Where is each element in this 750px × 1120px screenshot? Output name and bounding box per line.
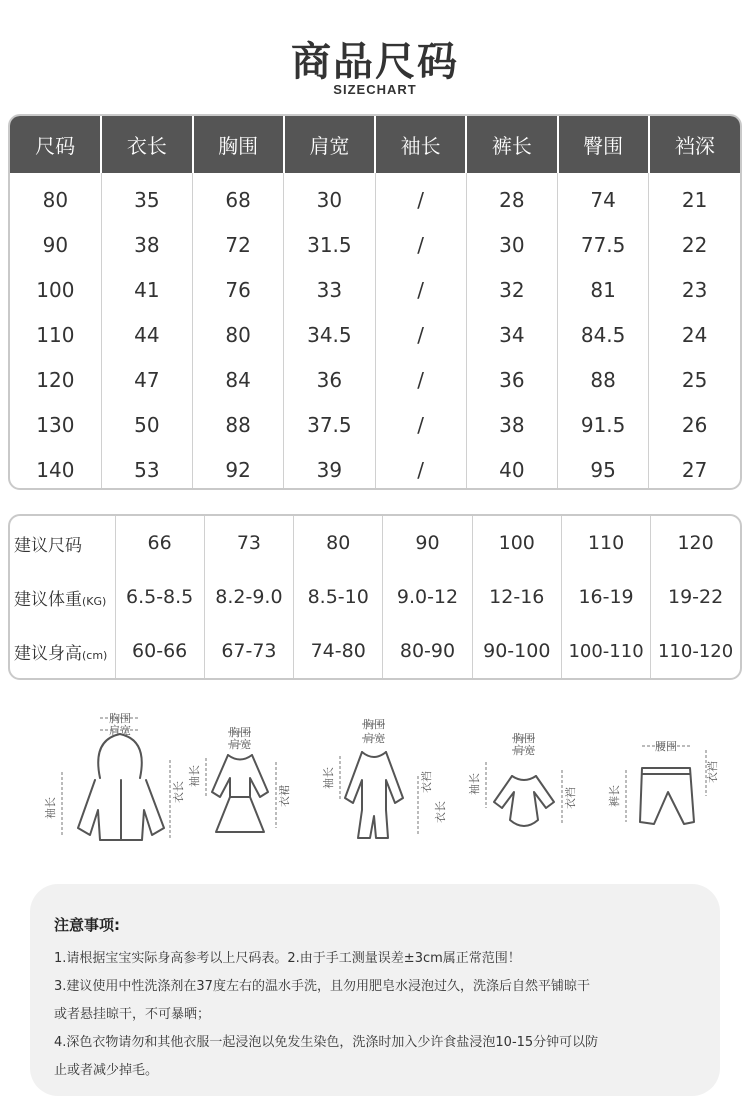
sleeve-label: 袖长: [322, 767, 335, 789]
length-label: 衣长: [434, 801, 447, 823]
table-cell: 9.0-12: [383, 570, 472, 624]
table-row: [10, 357, 740, 402]
table-cell: 28: [466, 173, 557, 222]
table-cell: /: [375, 402, 466, 447]
shoulder-label: 肩宽: [229, 738, 251, 751]
table-cell: 90: [10, 222, 101, 267]
row-label: [10, 624, 115, 678]
table-cell: 26: [681, 412, 708, 437]
notes-line: 1.请根据宝宝实际身高参考以上尺码表。2.由于手工测量误差±3cm属正常范围！: [54, 951, 521, 966]
table-cell: 8.5-10: [294, 570, 383, 624]
table-cell: 91.5: [558, 402, 649, 447]
crotch-label: 衣裆: [564, 787, 577, 809]
table-cell: 72: [193, 222, 284, 267]
table-cell: 90: [383, 516, 472, 570]
skirt-label: 衣裙: [278, 785, 291, 807]
table-row: [10, 402, 740, 447]
table-row: [10, 516, 740, 570]
table-row: [10, 222, 740, 267]
table-cell: /: [375, 267, 466, 312]
table-cell: 24: [681, 322, 708, 347]
table-cell: 88: [193, 402, 284, 447]
header-cell: 臀围: [558, 116, 649, 173]
header-cell: 肩宽: [284, 116, 375, 173]
table-cell: 84.5: [558, 312, 649, 357]
dress-icon: [212, 755, 268, 832]
table-cell: 38: [101, 222, 192, 267]
table-cell: 31.5: [284, 222, 375, 267]
table-cell: 66: [115, 516, 204, 570]
table-cell: 81: [558, 267, 649, 312]
table-row: [10, 267, 740, 312]
header-cell: 胸围: [193, 116, 284, 173]
notes-line: 4.深色衣物请勿和其他衣服一起浸泡以免发生染色，洗涤时加入少许食盐浸泡10-15分钟可以防: [54, 1035, 599, 1050]
waist-label: 腰围: [655, 740, 677, 753]
table-cell: /: [375, 357, 466, 402]
table-cell: 33: [284, 267, 375, 312]
chest-label: 胸围: [363, 718, 385, 731]
table-cell: 23: [681, 277, 708, 302]
pants-icon: [640, 768, 694, 824]
sleeve-label: 袖长: [44, 797, 57, 819]
shoulder-label: 肩宽: [109, 724, 131, 737]
chest-label: 胸围: [513, 732, 535, 745]
table-cell: 110: [561, 516, 650, 570]
table-cell: 25: [681, 367, 708, 392]
table-cell: 53: [101, 447, 192, 490]
bodysuit-icon: [494, 776, 554, 826]
table-cell: /: [375, 173, 466, 222]
table-cell: 22: [681, 232, 708, 257]
row-label-text: 建议体重: [14, 589, 82, 610]
table-cell: 140: [10, 447, 101, 490]
page-subtitle: SIZECHART: [333, 82, 417, 97]
table-cell: 35: [101, 173, 192, 222]
header-cell: 衣长: [101, 116, 192, 173]
table-cell: 90-100: [472, 624, 561, 678]
measurement-diagram: [40, 700, 720, 860]
table-cell: 77.5: [558, 222, 649, 267]
size-chart-table: [8, 114, 742, 490]
table-cell: /: [375, 312, 466, 357]
notes-title: 注意事项:: [54, 916, 120, 934]
crotch-label: 衣裆: [420, 771, 433, 793]
page-title: 商品尺码: [291, 39, 459, 85]
table-row: [10, 312, 740, 357]
table-cell: 44: [101, 312, 192, 357]
table-cell: 120: [10, 357, 101, 402]
row-label: [10, 516, 115, 570]
table-cell: 16-19: [561, 570, 650, 624]
shoulder-label: 肩宽: [363, 732, 385, 745]
table-cell: 110: [10, 312, 101, 357]
table-cell: 68: [193, 173, 284, 222]
table-cell: 37.5: [284, 402, 375, 447]
table-cell: 80: [10, 173, 101, 222]
table-cell: 110-120: [657, 640, 734, 662]
row-label: [10, 570, 115, 624]
chest-label: 胸围: [109, 712, 131, 725]
crotch-label: 衣裆: [706, 761, 719, 783]
romper-icon: [345, 752, 403, 838]
sleeve-label: 袖长: [188, 765, 201, 787]
table-cell: 100: [10, 267, 101, 312]
table-cell: 60-66: [115, 624, 204, 678]
length-label: 衣长: [172, 781, 185, 803]
table-cell: 74: [558, 173, 649, 222]
table-cell: 39: [284, 447, 375, 490]
table-cell: 8.2-9.0: [204, 570, 293, 624]
hooded-jacket-icon: [78, 734, 164, 840]
table-cell: 92: [193, 447, 284, 490]
row-label-unit: (cm): [82, 648, 108, 662]
notes-line: 或者悬挂晾干，不可暴晒；: [54, 1007, 211, 1022]
table-cell: 80-90: [383, 624, 472, 678]
table-cell: 21: [681, 187, 708, 212]
row-label-text: 建议尺码: [14, 535, 82, 556]
table-cell: 120: [677, 532, 714, 554]
table-cell: 80: [193, 312, 284, 357]
table-cell: 50: [101, 402, 192, 447]
header-cell: 裤长: [466, 116, 557, 173]
table-cell: 47: [101, 357, 192, 402]
table-row: [10, 447, 740, 490]
chest-label: 胸围: [229, 726, 251, 739]
size-table-header-row: [10, 116, 740, 173]
table-cell: 30: [466, 222, 557, 267]
table-cell: 40: [466, 447, 557, 490]
header-cell: 裆深: [649, 116, 740, 173]
table-cell: 41: [101, 267, 192, 312]
recommendation-table: [8, 514, 742, 680]
care-notes-panel: [30, 884, 720, 1096]
table-cell: 27: [681, 457, 708, 482]
pants-length-label: 裤长: [608, 785, 621, 807]
table-row: [10, 173, 740, 222]
table-cell: 34.5: [284, 312, 375, 357]
table-cell: 95: [558, 447, 649, 490]
notes-line: 3.建议使用中性洗涤剂在37度左右的温水手洗，且勿用肥皂水浸泡过久，洗涤后自然平铺晾干: [54, 979, 590, 994]
table-cell: 73: [204, 516, 293, 570]
table-row: [10, 624, 740, 678]
table-cell: 84: [193, 357, 284, 402]
table-cell: 19-22: [667, 586, 724, 608]
table-row: [10, 570, 740, 624]
table-cell: /: [375, 447, 466, 490]
sleeve-label: 袖长: [468, 773, 481, 795]
row-label-unit: (KG): [82, 594, 107, 608]
table-cell: 30: [284, 173, 375, 222]
table-cell: 32: [466, 267, 557, 312]
table-cell: 88: [558, 357, 649, 402]
table-cell: 12-16: [472, 570, 561, 624]
table-cell: 80: [294, 516, 383, 570]
table-cell: 34: [466, 312, 557, 357]
table-cell: 67-73: [204, 624, 293, 678]
shoulder-label: 肩宽: [513, 744, 535, 757]
table-cell: 36: [284, 357, 375, 402]
table-cell: /: [375, 222, 466, 267]
header-cell: 袖长: [375, 116, 466, 173]
table-cell: 74-80: [294, 624, 383, 678]
notes-line: 止或者减少掉毛。: [54, 1063, 159, 1078]
table-cell: 76: [193, 267, 284, 312]
table-cell: 130: [10, 402, 101, 447]
table-cell: 100-110: [561, 624, 650, 678]
table-cell: 38: [466, 402, 557, 447]
table-cell: 100: [472, 516, 561, 570]
table-cell: 6.5-8.5: [115, 570, 204, 624]
table-cell: 36: [466, 357, 557, 402]
header-cell: 尺码: [10, 116, 101, 173]
row-label-text: 建议身高: [14, 643, 82, 664]
